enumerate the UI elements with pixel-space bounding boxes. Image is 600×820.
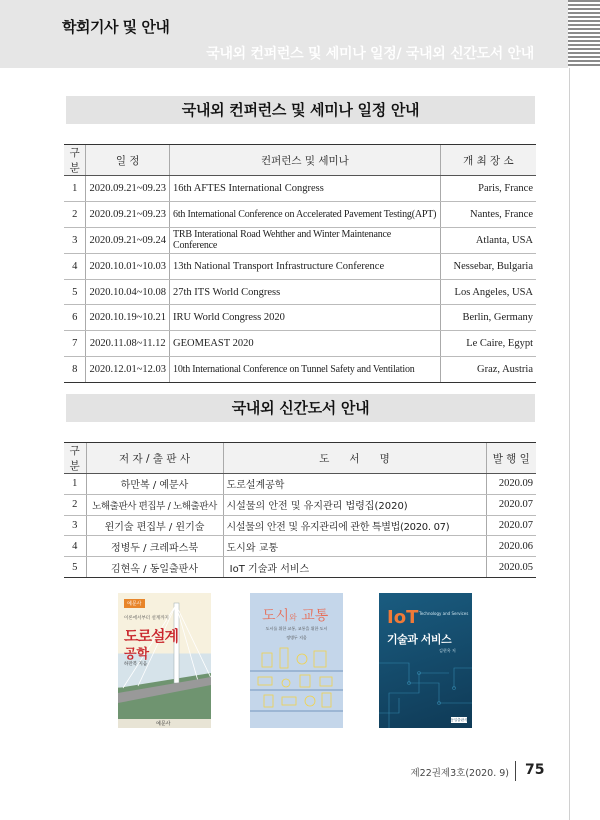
cover-author: 하만복 지음 [124,662,148,667]
row-date: 2020.10.19~10.21 [86,305,170,331]
row-no: 6 [64,305,86,331]
row-venue: Le Caire, Egypt [440,331,536,357]
row-event: 10th International Conference on Tunnel Safety and Ventilation [170,357,441,383]
row-no: 5 [64,279,86,305]
cover-title-sub: Technology and Services [419,611,469,616]
cover-title-a: 도시 [262,608,290,624]
book-cover-city-traffic [250,593,343,728]
row-author: 하만복 / 예문사 [86,474,223,495]
row-no: 1 [64,176,86,202]
cover-title-line1: 도로설계 [124,627,178,645]
row-no: 2 [64,494,86,515]
cover-author: 정병두 지음 [286,635,307,640]
section-title: 학회기사 및 안내 [62,18,170,36]
row-date: 2020.12.01~12.03 [86,357,170,383]
page-header [0,0,568,68]
row-author: 정병두 / 크레파스북 [86,536,223,557]
row-no: 4 [64,253,86,279]
row-event: 6th International Conference on Accelerated Pavement Testing(APT) [170,201,441,227]
row-author: 윈기술 편집부 / 윈기술 [86,515,223,536]
row-book-title: 도로설계공학 [223,474,486,495]
publisher-badge: 예문사 [124,599,145,608]
col-header-no: 구분 [64,145,86,176]
conference-header-row [64,145,536,176]
row-no: 3 [64,515,86,536]
footer-divider [515,761,516,781]
cover-author: 김현옥 저 [439,648,456,653]
table-row [64,253,536,279]
conference-table [64,144,536,383]
row-published: 2020.07 [486,494,536,515]
table-row [64,494,536,515]
table-row [64,331,536,357]
cover-subtitle: 도시를 위한 교통, 교통을 위한 도시 [265,626,328,631]
row-no: 5 [64,557,86,578]
page-number: 75 [525,762,545,778]
issue-label: 제22권제3호(2020. 9) [410,768,509,779]
row-venue: Nantes, France [440,201,536,227]
table-row [64,227,536,253]
row-book-title: 시설물의 안전 및 유지관리에 관한 특별법(2020. 07) [223,515,486,536]
cover-title-b: 기술과 서비스 [387,633,452,646]
row-book-title: 시설물의 안전 및 유지관리 법령집(2020) [223,494,486,515]
row-no: 4 [64,536,86,557]
table-row [64,474,536,495]
conference-section-title: 국내외 컨퍼런스 및 세미나 일정 안내 [66,96,535,124]
col-header-venue: 개 최 장 소 [440,145,536,176]
row-published: 2020.06 [486,536,536,557]
row-published: 2020.05 [486,557,536,578]
row-event: GEOMEAST 2020 [170,331,441,357]
cover-publisher: 동일출판사 [450,718,468,722]
row-venue: Paris, France [440,176,536,202]
table-row [64,536,536,557]
row-author: 김현옥 / 동일출판사 [86,557,223,578]
margin-rule [569,68,570,820]
col-header-no: 구분 [64,443,86,474]
row-no: 2 [64,201,86,227]
row-author: 노해출판사 편집부 / 노해출판사 [86,494,223,515]
row-date: 2020.09.21~09.23 [86,201,170,227]
row-date: 2020.09.21~09.24 [86,227,170,253]
col-header-date: 일 정 [86,145,170,176]
row-no: 3 [64,227,86,253]
row-date: 2020.10.04~10.08 [86,279,170,305]
row-published: 2020.07 [486,515,536,536]
cover-title [262,605,328,625]
table-row [64,357,536,383]
row-date: 2020.09.21~09.23 [86,176,170,202]
row-venue: Los Angeles, USA [440,279,536,305]
row-venue: Nessebar, Bulgaria [440,253,536,279]
table-row [64,176,536,202]
books-table [64,442,536,578]
book-cover-road-design [118,593,211,728]
table-row [64,305,536,331]
cover-title-b: 와 [289,613,297,622]
row-venue: Berlin, Germany [440,305,536,331]
books-section-title: 국내외 신간도서 안내 [66,394,535,422]
row-event: 16th AFTES International Congress [170,176,441,202]
table-row [64,201,536,227]
row-published: 2020.09 [486,474,536,495]
cover-title-c: 교통 [296,608,329,624]
row-venue: Atlanta, USA [440,227,536,253]
table-row [64,515,536,536]
cover-title-a: IoT [387,607,419,628]
row-no: 7 [64,331,86,357]
row-no: 1 [64,474,86,495]
cover-tagline: 이론에서부터 설계까지 [124,616,169,621]
table-row [64,557,536,578]
header-subtitle: 국내외 컨퍼런스 및 세미나 일정/ 국내외 신간도서 안내 [206,46,534,62]
col-header-event: 컨퍼런스 및 세미나 [170,145,441,176]
col-header-published: 발 행 일 [486,443,536,474]
row-book-title: 도시와 교통 [223,536,486,557]
col-header-book: 도 서 명 [223,443,486,474]
row-event: 27th ITS World Congress [170,279,441,305]
col-header-author: 저 자 / 출 판 사 [86,443,223,474]
row-event: TRB Interational Road Wehther and Winter Maintenance Conference [170,227,441,253]
row-date: 2020.11.08~11.12 [86,331,170,357]
header-stripes [568,0,600,68]
row-no: 8 [64,357,86,383]
books-header-row [64,443,536,474]
row-event: IRU World Congress 2020 [170,305,441,331]
table-row [64,279,536,305]
book-cover-iot [379,593,472,728]
cover-title-line2: 공학 [124,647,150,662]
row-book-title: IoT 기술과 서비스 [223,557,486,578]
row-venue: Graz, Austria [440,357,536,383]
cover-publisher: 예문사 [156,721,171,727]
row-date: 2020.10.01~10.03 [86,253,170,279]
row-event: 13th National Transport Infrastructure Conference [170,253,441,279]
